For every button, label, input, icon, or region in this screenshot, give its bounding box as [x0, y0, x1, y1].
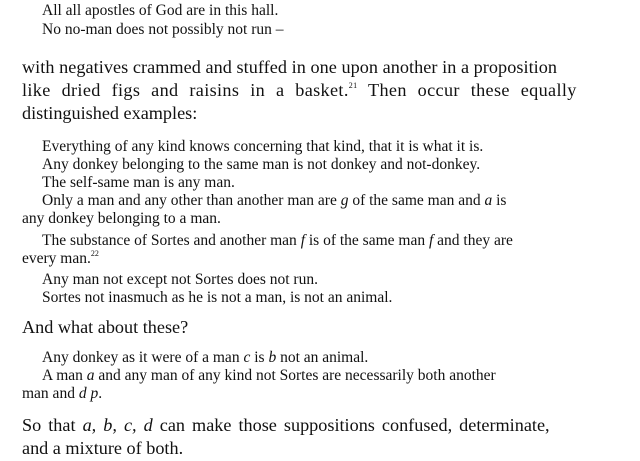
example-line-2: Any donkey belonging to the same man is not donkey and not-donkey.: [42, 156, 481, 173]
example-line-4-text-b: of the same man and: [348, 192, 485, 209]
footnote-ref-22: 22: [90, 249, 99, 258]
variable-f-2: f: [428, 232, 434, 249]
example2-line-2-text-b: and any man of any kind not Sortes are necessarily both another: [94, 367, 496, 384]
paragraph-1-line-2-text-b: Then occur these equally: [357, 80, 577, 100]
example2-line-1-text-a: Any donkey as it were of a man: [42, 349, 244, 366]
example-line-5: any donkey belonging to a man.: [22, 210, 221, 227]
variable-c: c: [243, 349, 251, 366]
paragraph-3-line-1-text-a: So that: [22, 415, 83, 435]
example-line-7: [22, 251, 99, 267]
example-line-8: Any man not except not Sortes does not run.: [42, 271, 318, 288]
example-line-4: [42, 193, 506, 209]
paragraph-3-line-2: and a mixture of both.: [22, 438, 184, 458]
variable-dp: d p: [78, 385, 99, 402]
paragraph-3-line-1: [22, 416, 550, 434]
example2-line-2-text-a: A man: [42, 367, 87, 384]
example2-line-2: [42, 368, 496, 384]
example-line-1: Everything of any kind knows concerning that kind, that it is what it is.: [42, 138, 484, 155]
paragraph-1-line-3: distinguished examples:: [22, 103, 198, 123]
example2-line-3-text-a: man and: [22, 385, 79, 402]
variable-a-2: a: [86, 367, 95, 384]
example-line-6-text-c: and they are: [433, 232, 513, 249]
example-line-9: Sortes not inasmuch as he is not a man, is not an animal.: [42, 289, 393, 306]
example-line-4-text-c: is: [492, 192, 507, 209]
example-line-6: [42, 233, 513, 249]
paragraph-2: And what about these?: [22, 317, 189, 337]
variable-f: f: [300, 232, 305, 249]
example-line-4-text-a: Only a man and any other than another man are: [42, 192, 341, 209]
variable-g: g: [340, 192, 349, 209]
example2-line-1-text-d: not an animal.: [276, 349, 369, 366]
example-line-3: The self-same man is any man.: [42, 174, 235, 191]
example2-line-3-text-b: .: [98, 385, 103, 402]
paragraph-1-line-1: with negatives crammed and stuffed in one upon another in a proposition: [22, 57, 558, 77]
quote-line-1: All all apostles of God are in this hall.: [42, 2, 279, 19]
example2-line-1-text-b: is: [250, 349, 269, 366]
paragraph-3-line-1-text-b: can make those suppositions confused, determinate,: [152, 415, 550, 435]
paragraph-1-line-2-text-a: like dried figs and raisins in a basket.: [22, 80, 349, 100]
example-line-6-text-b: is of the same man: [305, 232, 429, 249]
variable-a: a: [484, 192, 493, 209]
quote-line-2: No no-man does not possibly not run –: [42, 21, 284, 38]
example2-line-3: [22, 386, 102, 402]
example-line-7-text: every man.: [22, 250, 91, 268]
example2-line-1: [42, 350, 368, 366]
variable-b: b: [268, 349, 277, 366]
paragraph-1-line-2: [22, 81, 577, 99]
variables-abcd: a, b, c, d: [82, 415, 153, 435]
footnote-ref-21: 21: [348, 80, 358, 90]
example-line-6-text-a: The substance of Sortes and another man: [42, 232, 301, 249]
